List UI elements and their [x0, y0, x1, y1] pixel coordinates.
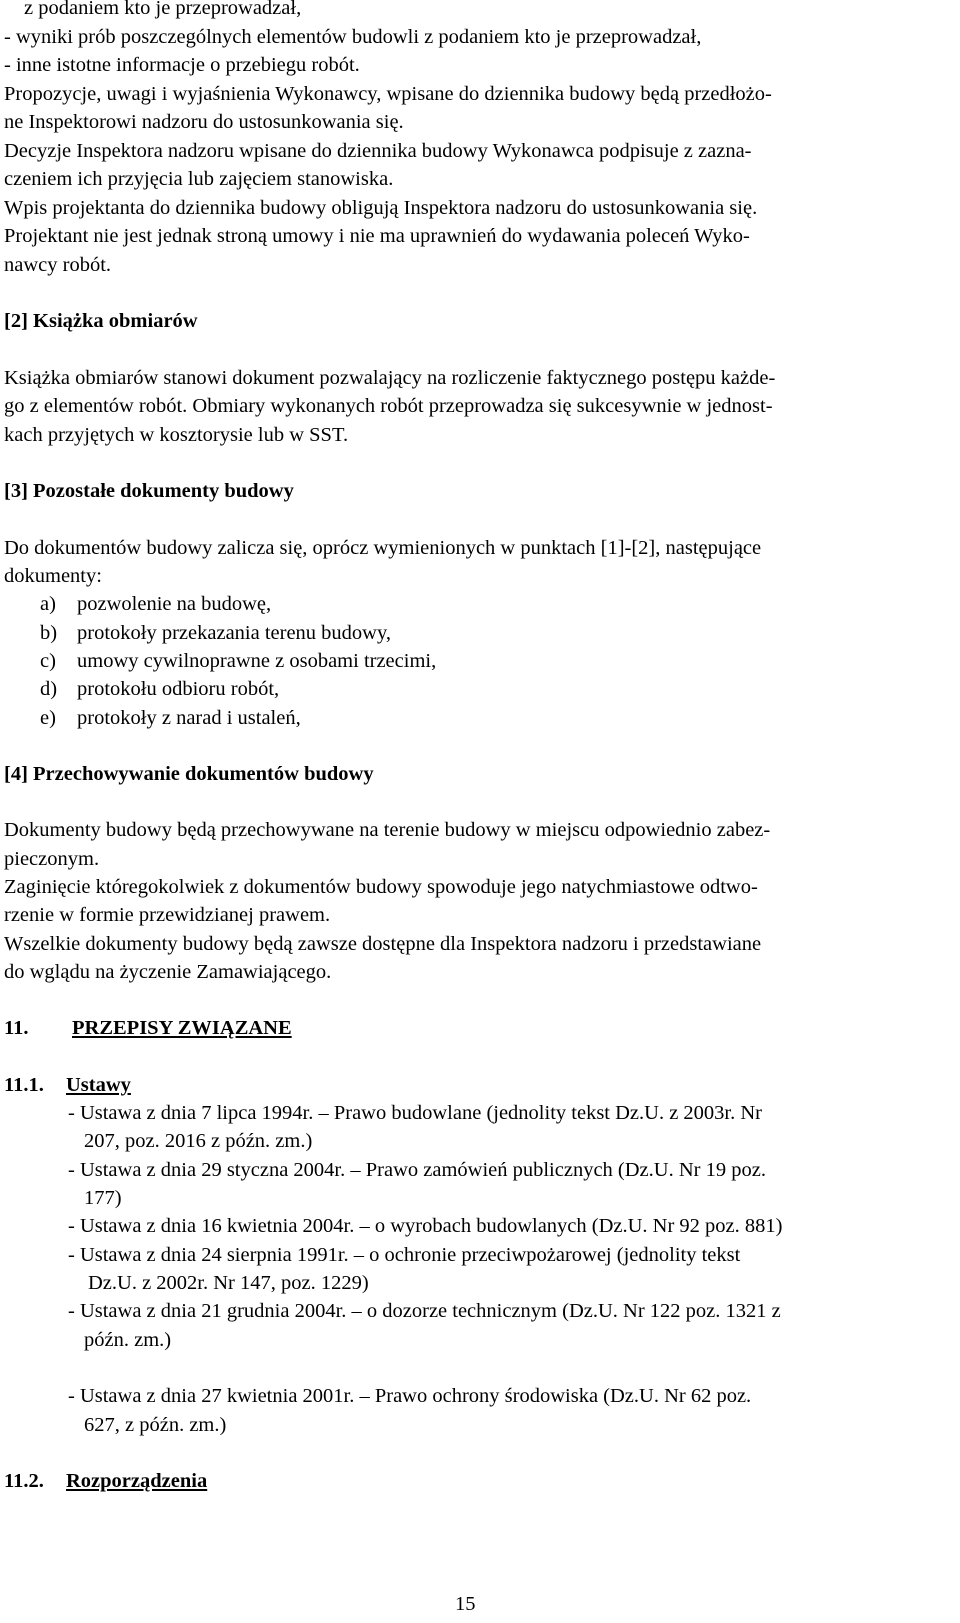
text-line: Książka obmiarów stanowi dokument pozwalający na rozliczenie faktycznego postępu każde- [4, 367, 776, 389]
list-marker: e) [40, 707, 56, 729]
text-line: kach przyjętych w kosztorysie lub w SST. [4, 424, 349, 446]
list-item: - Ustawa z dnia 21 grudnia 2004r. – o dozorze technicznym (Dz.U. Nr 122 poz. 1321 z [68, 1300, 781, 1322]
section-heading: [4] Przechowywanie dokumentów budowy [4, 763, 374, 785]
list-item: umowy cywilnoprawne z osobami trzecimi, [77, 650, 437, 672]
subsection-title: Rozporządzenia [66, 1470, 208, 1492]
text-line: dokumenty: [4, 565, 102, 587]
text-line: - inne istotne informacje o przebiegu robót. [4, 54, 360, 76]
list-item-continuation: 627, z późn. zm.) [84, 1414, 227, 1436]
text-line: do wglądu na życzenie Zamawiającego. [4, 961, 332, 983]
text-line: rzenie w formie przewidzianej prawem. [4, 904, 331, 926]
list-item-continuation: 177) [84, 1187, 122, 1209]
page-number: 15 [455, 1593, 476, 1615]
chapter-number: 11. [4, 1017, 29, 1039]
list-marker: b) [40, 622, 58, 644]
text-line: Zaginięcie któregokolwiek z dokumentów budowy spowoduje jego natychmiastowe odtwo- [4, 876, 758, 898]
list-item: - Ustawa z dnia 16 kwietnia 2004r. – o wyrobach budowlanych (Dz.U. Nr 92 poz. 881) [68, 1215, 783, 1237]
text-line: - wyniki prób poszczególnych elementów budowli z podaniem kto je przeprowadzał, [4, 26, 702, 48]
list-item: protokoły przekazania terenu budowy, [77, 622, 392, 644]
text-line: ne Inspektorowi nadzoru do ustosunkowania się. [4, 111, 404, 133]
text-line: Decyzje Inspektora nadzoru wpisane do dziennika budowy Wykonawca podpisuje z zazna- [4, 140, 752, 162]
chapter-title: PRZEPISY ZWIĄZANE [72, 1017, 292, 1039]
text-line: nawcy robót. [4, 254, 112, 276]
list-marker: d) [40, 678, 58, 700]
subsection-number: 11.1. [4, 1074, 44, 1096]
text-line: czeniem ich przyjęcia lub zajęciem stanowiska. [4, 168, 394, 190]
list-item: - Ustawa z dnia 24 sierpnia 1991r. – o ochronie przeciwpożarowej (jednolity tekst [68, 1244, 741, 1266]
section-heading: [2] Książka obmiarów [4, 310, 198, 332]
list-item-continuation: 207, poz. 2016 z późn. zm.) [84, 1130, 313, 1152]
list-item-continuation: Dz.U. z 2002r. Nr 147, poz. 1229) [88, 1272, 369, 1294]
section-heading: [3] Pozostałe dokumenty budowy [4, 480, 294, 502]
text-line: z podaniem kto je przeprowadzał, [24, 0, 302, 19]
text-line: Do dokumentów budowy zalicza się, oprócz wymienionych w punktach [1]-[2], następujące [4, 537, 762, 559]
list-item: - Ustawa z dnia 27 kwietnia 2001r. – Prawo ochrony środowiska (Dz.U. Nr 62 poz. [68, 1385, 752, 1407]
list-item: protokołu odbioru robót, [77, 678, 280, 700]
text-line: Wpis projektanta do dziennika budowy obligują Inspektora nadzoru do ustosunkowania się. [4, 197, 758, 219]
text-line: Propozycje, uwagi i wyjaśnienia Wykonawcy, wpisane do dziennika budowy będą przedłożo- [4, 83, 772, 105]
list-item: protokoły z narad i ustaleń, [77, 707, 301, 729]
list-item: - Ustawa z dnia 29 styczna 2004r. – Prawo zamówień publicznych (Dz.U. Nr 19 poz. [68, 1159, 766, 1181]
list-marker: a) [40, 593, 56, 615]
text-line: Wszelkie dokumenty budowy będą zawsze dostępne dla Inspektora nadzoru i przedstawiane [4, 933, 762, 955]
text-line: pieczonym. [4, 848, 100, 870]
list-item-continuation: późn. zm.) [84, 1329, 172, 1351]
text-line: Dokumenty budowy będą przechowywane na terenie budowy w miejscu odpowiednio zabez- [4, 819, 771, 841]
list-item: - Ustawa z dnia 7 lipca 1994r. – Prawo budowlane (jednolity tekst Dz.U. z 2003r. Nr [68, 1102, 762, 1124]
subsection-number: 11.2. [4, 1470, 44, 1492]
text-line: go z elementów robót. Obmiary wykonanych robót przeprowadza się sukcesywnie w jednost- [4, 395, 773, 417]
list-item: pozwolenie na budowę, [77, 593, 272, 615]
subsection-title: Ustawy [66, 1074, 131, 1096]
list-marker: c) [40, 650, 56, 672]
text-line: Projektant nie jest jednak stroną umowy i nie ma uprawnień do wydawania poleceń Wyko- [4, 225, 750, 247]
